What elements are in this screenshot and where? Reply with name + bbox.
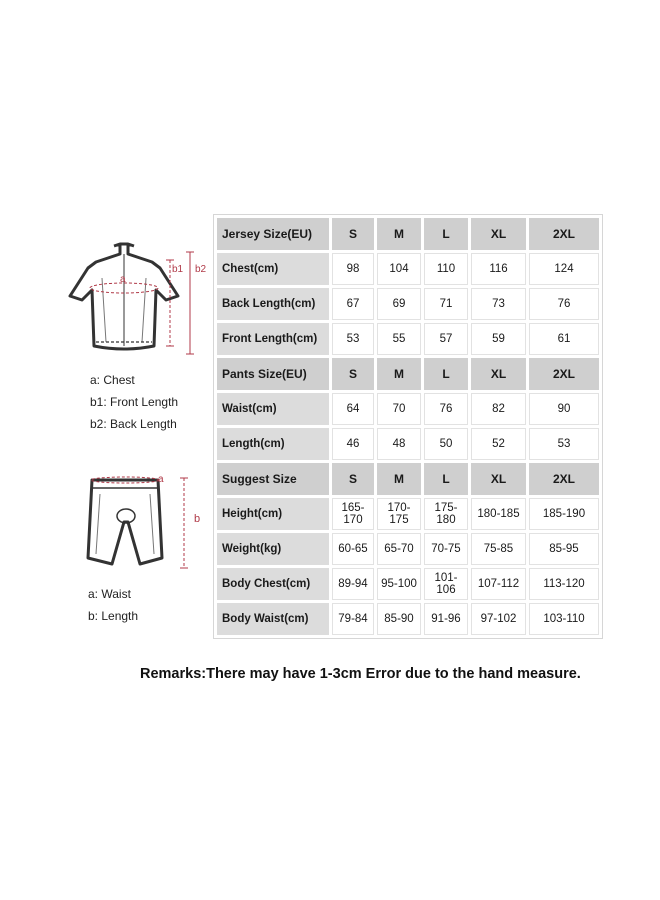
table-cell: XL — [471, 358, 526, 390]
table-cell: 64 — [332, 393, 374, 425]
table-cell: XL — [471, 463, 526, 495]
table-row — [217, 603, 599, 635]
table-cell: M — [377, 358, 421, 390]
table-cell: 103-110 — [529, 603, 599, 635]
table-cell: 89-94 — [332, 568, 374, 600]
table-row — [217, 533, 599, 565]
table-cell: Front Length(cm) — [217, 323, 329, 355]
table-cell: 48 — [377, 428, 421, 460]
table-cell: Weight(kg) — [217, 533, 329, 565]
table-cell: 2XL — [529, 358, 599, 390]
table-cell: 97-102 — [471, 603, 526, 635]
table-cell: 65-70 — [377, 533, 421, 565]
table-cell: 175-180 — [424, 498, 468, 530]
table-cell: Back Length(cm) — [217, 288, 329, 320]
length-label-b: b — [194, 513, 201, 525]
table-cell: 2XL — [529, 218, 599, 250]
table-cell: 2XL — [529, 463, 599, 495]
table-cell: 76 — [529, 288, 599, 320]
table-cell: Body Chest(cm) — [217, 568, 329, 600]
table-cell: 67 — [332, 288, 374, 320]
table-cell: 165-170 — [332, 498, 374, 530]
table-cell: Jersey Size(EU) — [217, 218, 329, 250]
table-cell: 95-100 — [377, 568, 421, 600]
table-cell: 91-96 — [424, 603, 468, 635]
legend-chest: a: Chest — [90, 373, 135, 387]
table-cell: 52 — [471, 428, 526, 460]
jersey-header-row — [217, 218, 599, 250]
table-row — [217, 288, 599, 320]
shorts-legend — [88, 583, 138, 627]
table-cell: S — [332, 358, 374, 390]
suggest-header-row — [217, 463, 599, 495]
table-cell: 70-75 — [424, 533, 468, 565]
table-cell: Height(cm) — [217, 498, 329, 530]
chest-label-a: a — [120, 274, 126, 285]
table-cell: 170-175 — [377, 498, 421, 530]
table-cell: 82 — [471, 393, 526, 425]
table-cell: 76 — [424, 393, 468, 425]
remarks-text: Remarks:There may have 1-3cm Error due to the hand measure. — [140, 666, 581, 682]
table-cell: 60-65 — [332, 533, 374, 565]
waist-label-a: a — [158, 474, 164, 485]
jersey-legend — [90, 369, 178, 435]
table-cell: 69 — [377, 288, 421, 320]
jersey-illustration — [62, 238, 222, 368]
table-cell: 79-84 — [332, 603, 374, 635]
table-cell: 73 — [471, 288, 526, 320]
table-row — [217, 253, 599, 285]
table-cell: L — [424, 218, 468, 250]
table-cell: 61 — [529, 323, 599, 355]
legend-length: b: Length — [88, 609, 139, 623]
table-cell: L — [424, 463, 468, 495]
table-row — [217, 393, 599, 425]
table-cell: 71 — [424, 288, 468, 320]
table-cell: S — [332, 218, 374, 250]
table-cell: 116 — [471, 253, 526, 285]
table-cell: Waist(cm) — [217, 393, 329, 425]
table-cell: 70 — [377, 393, 421, 425]
front-length-label-b1: b1 — [172, 264, 184, 275]
table-cell: 46 — [332, 428, 374, 460]
table-cell: 50 — [424, 428, 468, 460]
legend-front-length: b1: Front Length — [90, 395, 179, 409]
back-length-label-b2: b2 — [195, 264, 207, 275]
table-cell: Body Waist(cm) — [217, 603, 329, 635]
table-cell: 53 — [332, 323, 374, 355]
table-cell: 124 — [529, 253, 599, 285]
table-cell: 85-95 — [529, 533, 599, 565]
table-cell: 180-185 — [471, 498, 526, 530]
table-cell: 53 — [529, 428, 599, 460]
table-cell: 110 — [424, 253, 468, 285]
table-cell: 59 — [471, 323, 526, 355]
table-cell: L — [424, 358, 468, 390]
legend-back-length: b2: Back Length — [90, 417, 177, 431]
table-cell: 113-120 — [529, 568, 599, 600]
table-cell: 57 — [424, 323, 468, 355]
legend-waist: a: Waist — [88, 587, 131, 601]
table-row — [217, 428, 599, 460]
table-cell: 90 — [529, 393, 599, 425]
table-row — [217, 498, 599, 530]
table-cell: 85-90 — [377, 603, 421, 635]
table-row — [217, 323, 599, 355]
table-cell: 55 — [377, 323, 421, 355]
table-cell: 75-85 — [471, 533, 526, 565]
shorts-illustration — [78, 470, 218, 580]
table-cell: M — [377, 218, 421, 250]
table-cell: 101-106 — [424, 568, 468, 600]
shorts-outline — [88, 480, 162, 564]
table-cell: 98 — [332, 253, 374, 285]
table-cell: 185-190 — [529, 498, 599, 530]
table-cell: Chest(cm) — [217, 253, 329, 285]
pants-header-row — [217, 358, 599, 390]
table-row — [217, 568, 599, 600]
table-cell: M — [377, 463, 421, 495]
table-cell: 107-112 — [471, 568, 526, 600]
table-cell: Pants Size(EU) — [217, 358, 329, 390]
table-cell: XL — [471, 218, 526, 250]
table-cell: S — [332, 463, 374, 495]
size-chart-table — [213, 214, 603, 639]
table-cell: 104 — [377, 253, 421, 285]
table-cell: Suggest Size — [217, 463, 329, 495]
table-cell: Length(cm) — [217, 428, 329, 460]
